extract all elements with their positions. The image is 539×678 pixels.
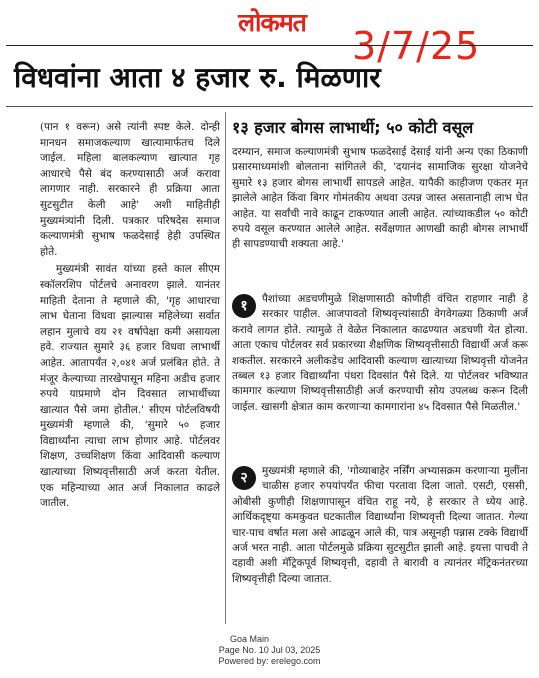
left-column: [40, 120, 220, 514]
right-intro-paragraph: दरम्यान, समाज कल्याणमंत्री सुभाष फळदेसाई देसाई यांनी अन्य एका ठिकाणी प्रसारमाध्यमांशी बोलताना सांगितले की, 'दयानंद सामाजिक सुरक्षा योजनेचे सुमारे १३ हजार बोगस लाभार्थी सापडले आहेत. यापैकी काहीजण एकतर मृत झालेले आहेत किंवा बिगर गोमंतकीय अथवा उत्पन्न जास्त असतानाही लाभ घेत आहेत. या सर्वांची नावे काढून टाकण्यात आली आहेत. त्यांच्याकडील ५० कोटी रुपये वसूल करण्यात आलेले आहेत. सर्वेक्षणात आणखी काही बोगस लाभार्थी ही सापडण्याची शक्यता आहे.': [232, 146, 528, 251]
number-badge-2: २: [232, 466, 256, 490]
column-divider: [225, 112, 226, 624]
top-rule: [6, 45, 533, 46]
handwritten-date: 3/7/25: [352, 24, 481, 68]
number-badge-1: १: [232, 294, 256, 318]
numbered-point-2: [232, 464, 528, 587]
headline-rule: [6, 106, 533, 107]
sub-headline: १३ हजार बोगस लाभार्थी; ५० कोटी वसूल: [232, 118, 474, 137]
left-paragraph-2: मुख्यमंत्री सावंत यांच्या हस्ते काल सीएम स्कॉलरशिप पोर्टलचे अनावरण झाले. यानंतर माहिती देताना ते म्हणाले की, 'गृह आधारचा लाभ घेताना विधवा झाल्यास महिलेच्या सर्वात लहान मुलाचे वय २१ वर्षापेक्षा कमी असायला हवे. राज्यात सुमारे ३६ हजार विधवा लाभार्थी आहेत. आतापर्यंत २,०४१ अर्ज प्रलंबित होते. ते मंजूर केल्याच्या तारखेपासून महिना अडीच हजार रुपये याप्रमाणे दोन दिवसात लाभार्थीच्या खात्यात पैसे जमा होतील.' सीएम पोर्टलविषयी मुख्यमंत्री म्हणाले की, 'सुमारे ५० हजार विद्यार्थ्यांना त्याचा लाभ होणार आहे. पोर्टलवर शिक्षण, उच्चशिक्षण किंवा आदिवासी कल्याण खात्याच्या शिष्यवृत्तीसाठी अर्ज करता येतील. एक महिन्याच्या आत अर्ज निकालात काढले जातील.: [40, 263, 220, 510]
page-footer: [0, 634, 539, 667]
point-1-text: पैशांच्या अडचणीमुळे शिक्षणासाठी कोणीही वंचित राहणार नाही हे सरकार पाहील. आजपावतो शिष्यवृत्त्यांसाठी वेगवेगळ्या ठिकाणी अर्ज करावे लागत होते. त्यामुळे ते वेळेत निकालात काढण्यात अडचणी येत होत्या. आता एकाच पोर्टलवर सर्व प्रकारच्या शैक्षणिक शिष्यवृत्तीसाठी विद्यार्थी अर्ज करू शकतील. सरकारने अलीकडेच आदिवासी कल्याण खात्याच्या शिष्यवृत्ती योजनेत तब्बल १३ हजार विद्यार्थ्यांना पंधरा दिवसांत पैसे दिले. या पोर्टलवर भविष्यात कामगार कल्याण शिष्यवृत्तीसाठीही अर्ज करण्याची सोय उपलब्ध करून दिली जाईल. खासगी क्षेत्रात काम करणाऱ्या कामगारांना ४५ दिवसात पैसे मिळतील.': [232, 293, 528, 413]
footer-powered-by: Powered by: erelego.com: [218, 656, 321, 666]
newspaper-masthead-logo: लोकमत: [238, 8, 306, 37]
numbered-point-1: [232, 292, 528, 415]
article-headline: विधवांना आता ४ हजार रु. मिळणार: [14, 61, 381, 94]
point-2-text: मुख्यमंत्री म्हणाले की, 'गोव्याबाहेर नर्सिंग अभ्यासक्रम करणाऱ्या मुलींना चाळीस हजार रुपयांपर्यंत फीचा परतावा दिला जातो. एसटी, एससी, ओबीसी कुणीही शिक्षणापासून वंचित राहू नये, हे सरकार ते ध्येय आहे. आर्थिकदृष्ट्या कमकुवत घटकातील विद्यार्थ्यांना शिष्यवृत्ती दिल्या जातात. गेल्या चार-पाच वर्षात मला असे आढळून आले की, पात्र असूनही पन्नास टक्के विद्यार्थी अर्ज भरत नाही. आता पोर्टलमुळे प्रक्रिया सुटसुटीत झाली आहे. इयत्ता पाचवी ते दहावी अशी मॅट्रिकपूर्व शिष्यवृत्ती, दहावी ते बारावी व त्यानंतर मॅट्रिकनंतरच्या शिष्यवृत्तीही दिल्या जातात.: [232, 465, 528, 585]
left-paragraph-1: (पान १ वरून) असे त्यांनी स्पष्ट केले. दोन्ही मानधन समाजकल्याण खात्यामार्फतच दिले जाईल. महिला बालकल्याण खात्यात गृह आधारचे पैसे बंद करण्यासाठी अर्ज करावा लागणार नाही. सरकारने ही प्रक्रिया आता सुटसुटीत केली आहे' अशी माहितीही मुख्यमंत्र्यांनी दिली. पत्रकार परिषदेस समाज कल्याणमंत्री सुभाष फळदेसाई हेही उपस्थित होते.: [40, 121, 220, 258]
footer-page-info: Page No. 10 Jul 03, 2025: [218, 645, 321, 655]
footer-edition: Goa Main: [229, 634, 270, 644]
